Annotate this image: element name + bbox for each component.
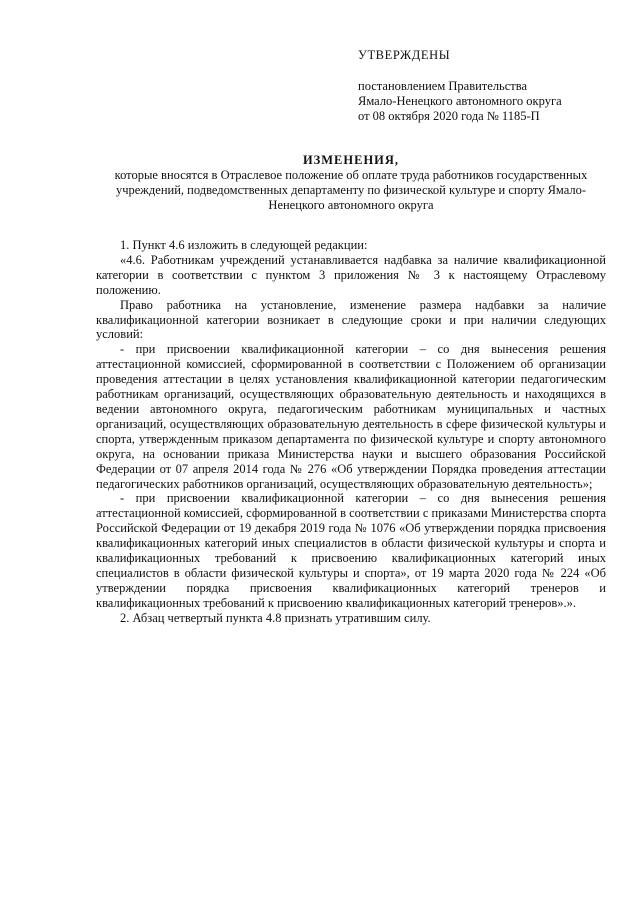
approval-line: постановлением Правительства [358, 79, 528, 93]
paragraph: «4.6. Работникам учреждений устанавливается надбавка за наличие квалификационной категории в соответствии с пунктом 3 приложения № 3 к настоящему Отраслевому положению. [96, 252, 606, 297]
document-title: ИЗМЕНЕНИЯ, [302, 153, 400, 167]
document-heading [96, 153, 606, 213]
approval-line: от 08 октября 2020 года № 1185-П [358, 109, 540, 123]
paragraph: 2. Абзац четвертый пункта 4.8 признать утратившим силу. [120, 610, 431, 625]
paragraph: Право работника на установление, изменение размера надбавки за наличие квалификационной категории возникает в следующие сроки и при наличии следующих условий: [96, 297, 606, 342]
approval-line: Ямало-Ненецкого автономного округа [358, 94, 562, 108]
paragraph: - при присвоении квалификационной категории – со дня вынесения решения аттестационной комиссией, сформированной в соответствии с приказами Министерства спорта Российской Федерации от 19 декабря 2019 года № 1076 «Об утверждении порядка присвоения квалификационных категорий иных специалистов в области физической культуры и спорта и квалификационных требований к присвоению квалификационных категорий иных специалистов в области физической культуры и спорта», от 19 марта 2020 года № 224 «Об утверждении порядка присвоения квалификационных категорий тренеров и квалификационных требований к присвоению квалификационных категорий тренеров».». [96, 491, 606, 610]
document-subtitle: которые вносятся в Отраслевое положение об оплате труда работников государственных учреждений, подведомственных департаменту по физической культуре и спорту Ямало-Ненецкого автономного округа [114, 168, 588, 212]
paragraph: 1. Пункт 4.6 изложить в следующей редакции: [120, 238, 368, 252]
document-body [96, 238, 606, 626]
approval-title: УТВЕРЖДЕНЫ [358, 48, 451, 62]
approval-block [358, 48, 562, 124]
paragraph: - при присвоении квалификационной категории – со дня вынесения решения аттестационной комиссией, сформированной в соответствии с Положением об организации проведения аттестации в целях установления квалификационной категории педагогическим работникам организаций, осуществляющих образовательную деятельность и находящихся в ведении автономного округа, педагогическим работникам муниципальных и частных организаций, осуществляющих образовательную деятельность в сфере физической культуры и спорта, утвержденным приказом департамента по физической культуре и спорту автономного округа, на основании приказа Министерства науки и высшего образования Российской Федерации от 07 апреля 2014 года № 276 «Об утверждении Порядка проведения аттестации педагогических работников организаций, осуществляющих образовательную деятельность»; [96, 342, 606, 491]
